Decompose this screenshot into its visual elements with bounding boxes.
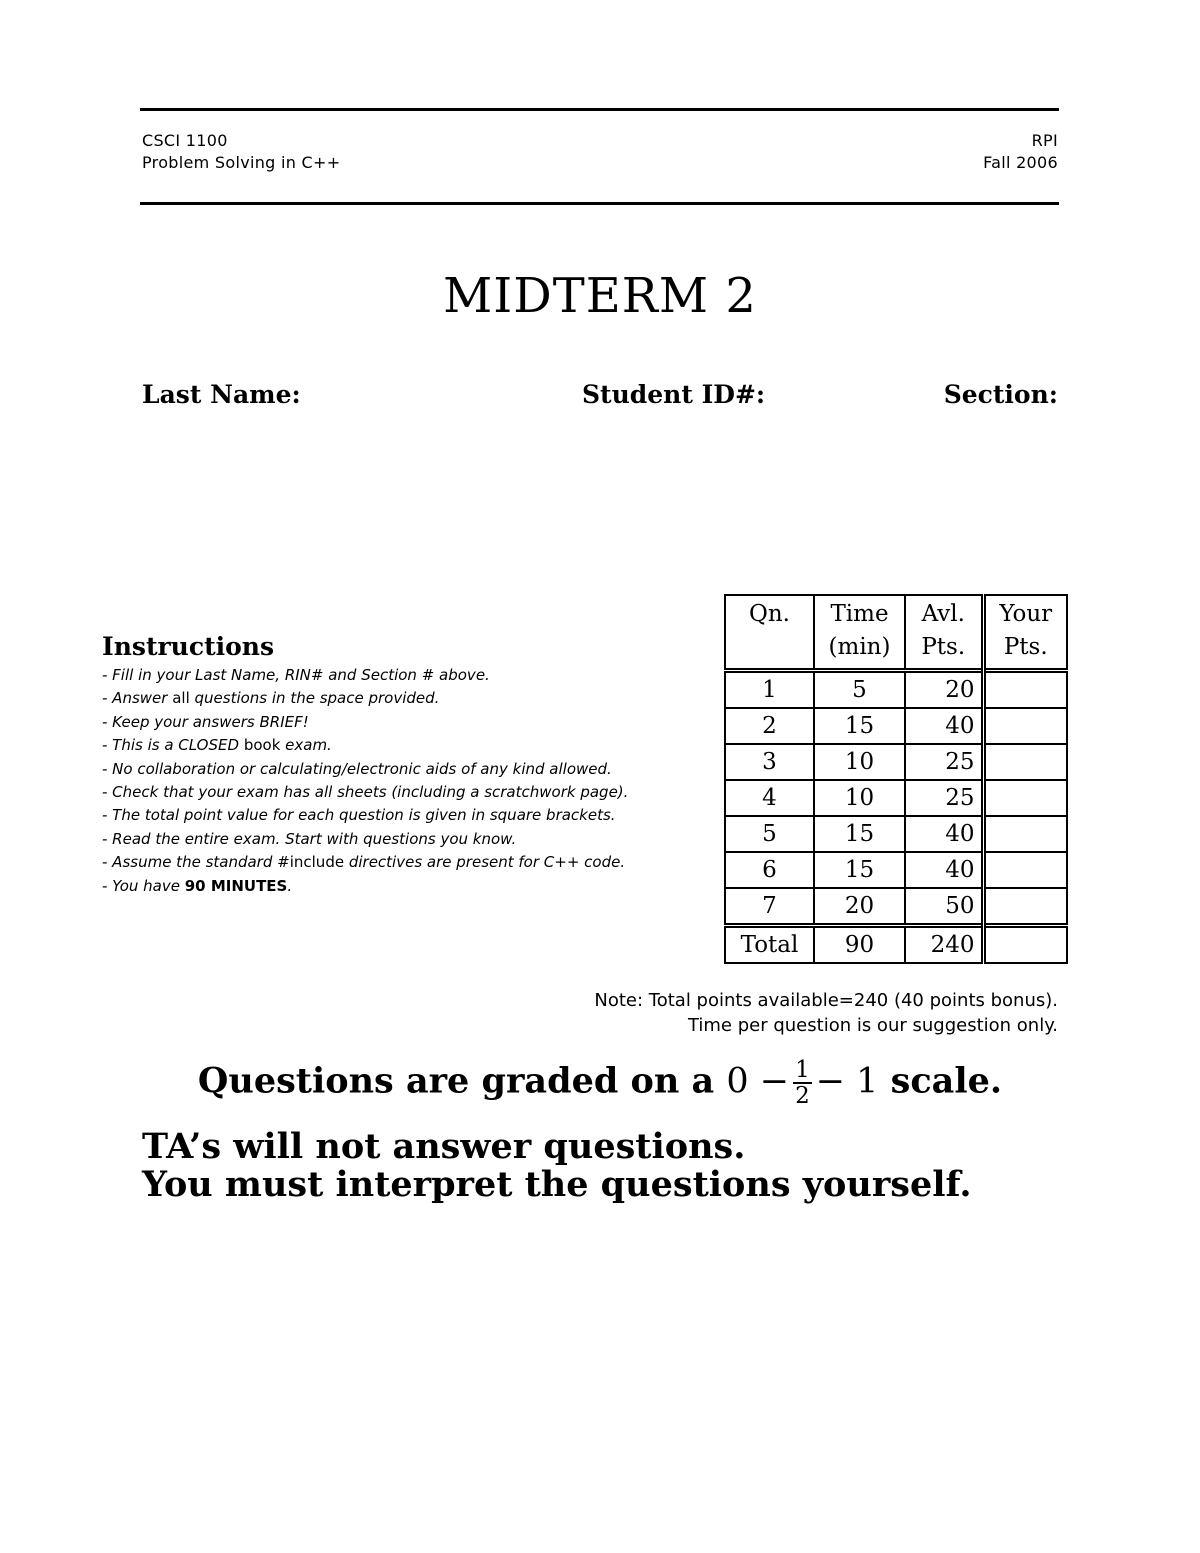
table-row: 1 5 20 — [725, 671, 1067, 709]
score-table-header — [725, 595, 1067, 671]
header-avl-pts: Avl. Pts. — [905, 595, 983, 671]
your-pts-cell — [983, 671, 1067, 709]
instruction-item: - Check that your exam has all sheets (including a scratchwork page). — [102, 783, 629, 802]
your-pts-cell — [983, 708, 1067, 744]
instructions-list — [102, 664, 628, 898]
header-right — [983, 130, 1058, 174]
header-bottom-rule — [140, 202, 1059, 205]
header-left — [142, 130, 340, 174]
your-pts-cell — [983, 888, 1067, 926]
instruction-item: - Fill in your Last Name, RIN# and Section # above. — [102, 666, 490, 684]
term: Fall 2006 — [983, 153, 1058, 172]
instruction-item: - This is a CLOSED book exam. — [102, 736, 332, 755]
header-qn: Qn. — [725, 595, 814, 671]
table-row: 5 15 40 — [725, 816, 1067, 852]
points-note: Note: Total points available=240 (40 points bonus). Time per question is our suggestion only. — [594, 990, 1058, 1036]
institution: RPI — [1031, 131, 1058, 150]
table-row: 7 20 50 — [725, 888, 1067, 926]
your-pts-cell — [983, 816, 1067, 852]
instruction-item: - Answer all questions in the space provided. — [102, 689, 440, 708]
course-code: CSCI 1100 — [142, 131, 228, 150]
your-pts-cell — [983, 780, 1067, 816]
instruction-item: - You have 90 MINUTES. — [102, 876, 293, 895]
total-row: Total 90 240 — [725, 926, 1067, 964]
your-pts-cell — [983, 926, 1067, 964]
table-row: 2 15 40 — [725, 708, 1067, 744]
instruction-item: - The total point value for each question is given in square brackets. — [102, 806, 616, 825]
header-time: Time (min) — [814, 595, 905, 671]
ta-warning: TA’s will not answer questions. You must interpret the questions yourself. — [142, 1126, 972, 1205]
student-id-label: Student ID#: — [582, 380, 766, 409]
section-label: Section: — [943, 380, 1058, 409]
instruction-item: - Assume the standard #include directives are present for C++ code. — [102, 853, 626, 872]
table-row: 4 10 25 — [725, 780, 1067, 816]
instructions-heading: Instructions — [102, 632, 275, 661]
last-name-label: Last Name: — [142, 380, 301, 409]
instruction-item: - Read the entire exam. Start with questions you know. — [102, 829, 517, 848]
one-half-fraction: $\frac{1}{2}$ — [795, 1057, 810, 1109]
grading-scale-statement: Questions are graded on a 0 − $\frac{1}{2}$ − 1 scale. — [197, 1057, 1003, 1109]
exam-title: MIDTERM 2 — [443, 268, 757, 324]
instruction-item: - No collaboration or calculating/electronic aids of any kind allowed. — [102, 759, 612, 778]
header-top-rule — [140, 108, 1059, 111]
your-pts-cell — [983, 852, 1067, 888]
course-name: Problem Solving in C++ — [142, 153, 341, 172]
table-row: 3 10 25 — [725, 744, 1067, 780]
instruction-item: - Keep your answers BRIEF! — [102, 712, 309, 731]
header-your-pts: Your Pts. — [983, 595, 1067, 671]
your-pts-cell — [983, 744, 1067, 780]
table-row: 6 15 40 — [725, 852, 1067, 888]
score-table — [724, 594, 1068, 964]
